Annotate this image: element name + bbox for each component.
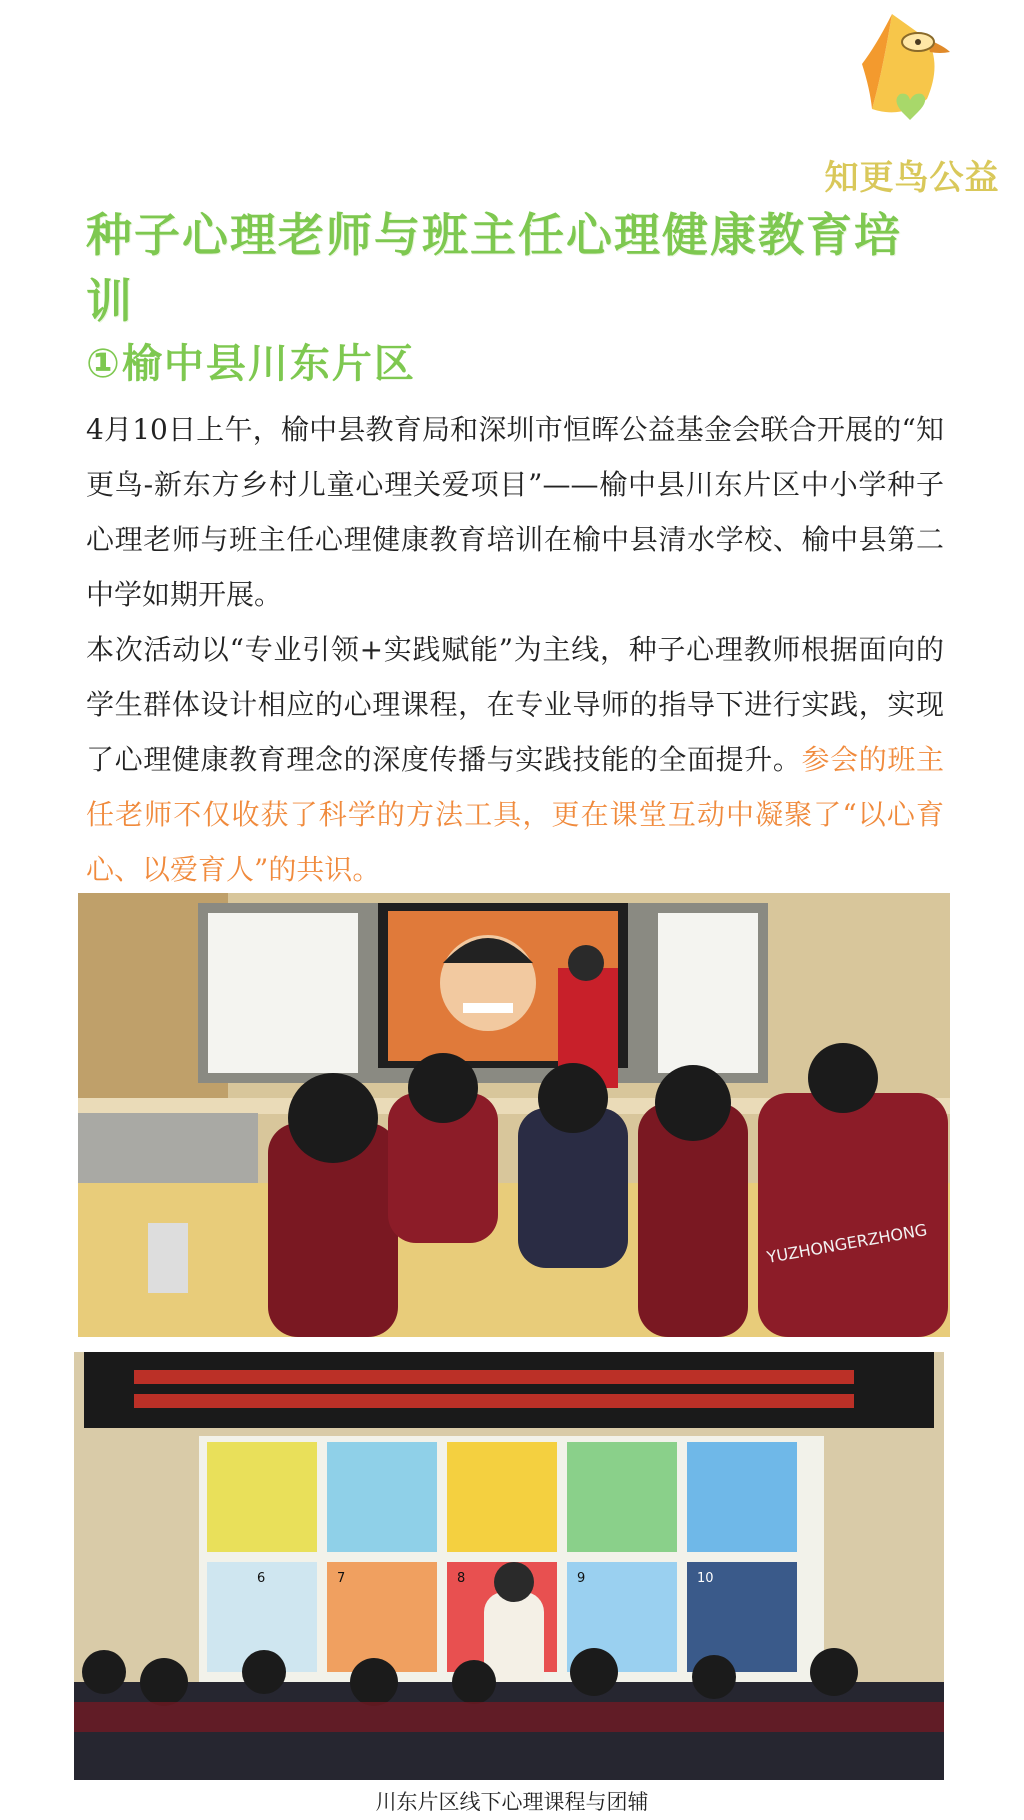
paragraph-2 — [86, 622, 944, 897]
lecture-hall-photo — [74, 1352, 944, 1780]
screen-number-10: 10 — [697, 1571, 714, 1586]
screen-number-8: 8 — [457, 1571, 466, 1586]
screen-number-9: 9 — [577, 1571, 586, 1586]
logo-text: 知更鸟公益 — [824, 158, 1000, 198]
article-body — [86, 402, 944, 897]
brand-logo — [822, 4, 1002, 198]
screen-number-6: 6 — [257, 1571, 266, 1586]
paragraph-1: 4月10日上午，榆中县教育局和深圳市恒晖公益基金会联合开展的“知更鸟-新东方乡村儿童心理关爱项目”——榆中县川东片区中小学种子心理老师与班主任心理健康教育培训在榆中县清水学校、榆中县第二中学如期开展。 — [86, 413, 944, 611]
classroom-photo — [78, 893, 950, 1337]
uniform-text: YUZHONGERZHONG — [765, 1220, 929, 1267]
paragraph-2-highlight: 参会的班主任老师不仅收获了科学的方法工具，更在课堂互动中凝聚了“以心育心、以爱育人”的共识。 — [86, 743, 944, 886]
page-title: 种子心理老师与班主任心理健康教育培训 — [86, 208, 902, 328]
photo-caption: 川东片区线下心理课程与团辅 — [375, 1790, 649, 1814]
paragraph-2-text: 本次活动以“专业引领+实践赋能”为主线，种子心理教师根据面向的学生群体设计相应的心理课程，在专业导师的指导下进行实践，实现了心理健康教育理念的深度传播与实践技能的全面提升。 — [86, 633, 944, 776]
screen-number-7: 7 — [337, 1571, 346, 1586]
bird-icon — [832, 4, 982, 154]
section-subtitle: ①榆中县川东片区 — [86, 341, 416, 387]
